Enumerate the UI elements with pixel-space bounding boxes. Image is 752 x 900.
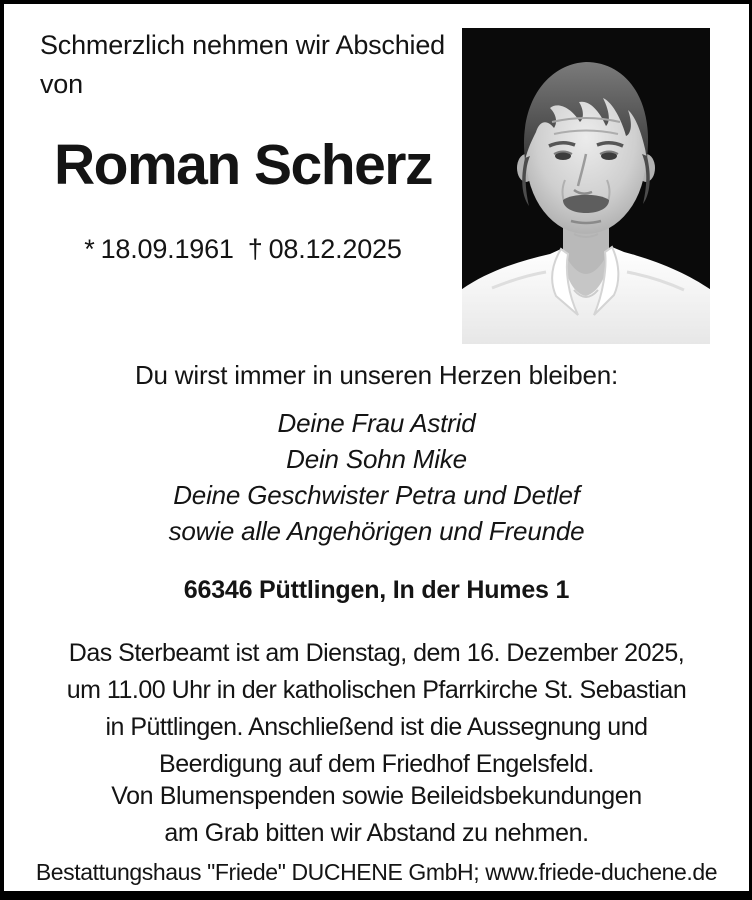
death-date: 08.12.2025 xyxy=(268,234,402,264)
service-line: in Püttlingen. Anschließend ist die Aussegnung und xyxy=(105,713,648,741)
funeral-home-line: Bestattungshaus "Friede" DUCHENE GmbH; www.friede-duchene.de xyxy=(35,859,718,885)
life-dates xyxy=(28,232,458,266)
service-line: Das Sterbeamt ist am Dienstag, dem 16. Dezember 2025, xyxy=(68,639,685,667)
intro-line-2: von xyxy=(40,69,83,99)
condolence-line: am Grab bitten wir Abstand zu nehmen. xyxy=(164,819,589,847)
service-line: um 11.00 Uhr in der katholischen Pfarrkirche St. Sebastian xyxy=(66,676,687,704)
service-line: Beerdigung auf dem Friedhof Engelsfeld. xyxy=(159,750,594,778)
mourner-line: Deine Geschwister Petra und Detlef xyxy=(173,480,580,510)
death-cross-symbol: † xyxy=(247,234,263,264)
portrait-photo xyxy=(462,28,710,344)
death-date-group xyxy=(248,234,402,264)
condolence-line: Von Blumenspenden sowie Beileidsbekundungen xyxy=(111,782,642,810)
intro-text xyxy=(40,26,480,104)
intro-line-1: Schmerzlich nehmen wir Abschied xyxy=(40,30,445,60)
mourners-list xyxy=(4,405,749,549)
mourner-line: sowie alle Angehörigen und Freunde xyxy=(168,516,585,546)
tribute-line: Du wirst immer in unseren Herzen bleiben: xyxy=(134,360,619,390)
birth-date-group xyxy=(84,234,233,264)
mourner-line: Dein Sohn Mike xyxy=(286,444,467,474)
deceased-name: Roman Scherz xyxy=(54,133,432,197)
birth-date: 18.09.1961 xyxy=(100,234,234,264)
service-info xyxy=(4,635,749,783)
portrait-photo-graphic xyxy=(462,28,710,344)
birth-star-symbol: * xyxy=(84,234,95,264)
address-line: 66346 Püttlingen, In der Humes 1 xyxy=(183,576,570,604)
condolence-note xyxy=(4,778,749,852)
mourner-line: Deine Frau Astrid xyxy=(277,408,476,438)
